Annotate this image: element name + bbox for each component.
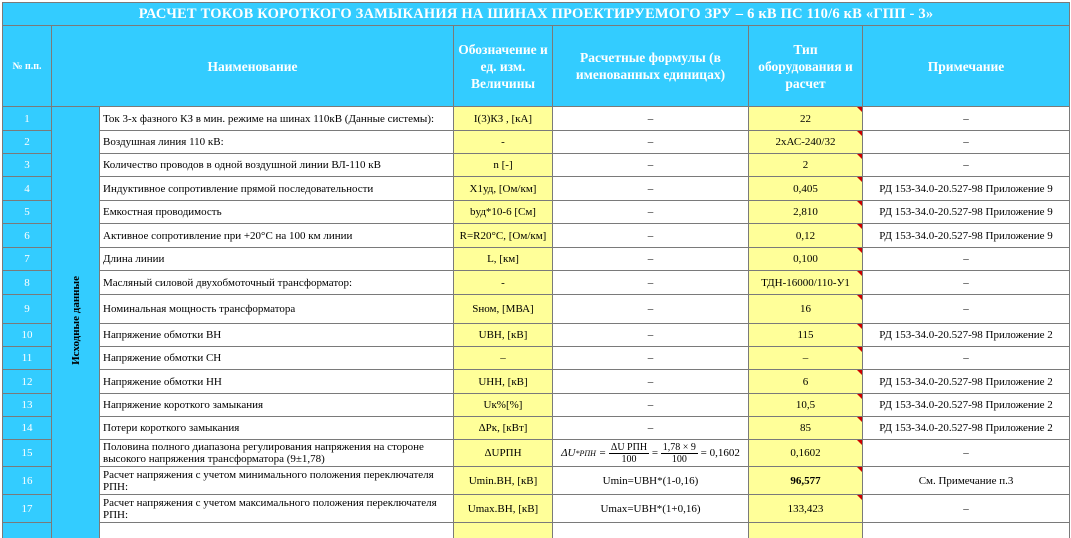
- row-number-cell[interactable]: 11: [3, 347, 52, 370]
- note-cell[interactable]: –: [863, 131, 1070, 154]
- symbol-cell[interactable]: Uк%[%]: [454, 394, 553, 417]
- type-cell[interactable]: ТДН-16000/110-У1: [749, 271, 863, 295]
- row-number-cell[interactable]: 4: [3, 177, 52, 201]
- symbol-cell[interactable]: -: [454, 271, 553, 295]
- formula-cell[interactable]: –: [553, 370, 749, 394]
- name-cell[interactable]: [100, 523, 454, 538]
- name-cell[interactable]: Напряжение обмотки ВН: [100, 324, 454, 347]
- table-row: [3, 154, 1070, 177]
- comment-marker-icon: [857, 467, 862, 472]
- section-label-cell[interactable]: [52, 107, 100, 538]
- name-cell[interactable]: Емкостная проводимость: [100, 201, 454, 224]
- row-number-cell[interactable]: 3: [3, 154, 52, 177]
- row-number-cell[interactable]: 16: [3, 467, 52, 495]
- comment-marker-icon: [857, 370, 862, 375]
- name-cell[interactable]: Расчет напряжения с учетом максимального положения переключателя РПН:: [100, 495, 454, 523]
- name-cell[interactable]: Половина полного диапазона регулирования напряжения на стороне высокого напряжения трансформатора (9±1,78): [100, 440, 454, 467]
- symbol-cell[interactable]: ΔUРПН: [454, 440, 553, 467]
- formula-lhs: ΔU*РПН =: [561, 446, 609, 459]
- note-cell[interactable]: –: [863, 107, 1070, 131]
- symbol-cell[interactable]: UНН, [кВ]: [454, 370, 553, 394]
- type-cell[interactable]: 115: [749, 324, 863, 347]
- type-cell[interactable]: 0,405: [749, 177, 863, 201]
- table-row: [3, 271, 1070, 295]
- section-label: Исходные данные: [69, 276, 82, 365]
- name-cell[interactable]: Напряжение обмотки СН: [100, 347, 454, 370]
- formula-fraction-1: $\frac{\text{ΔU РПН}}{100}$: [610, 441, 648, 465]
- name-cell[interactable]: Ток 3-х фазного КЗ в мин. режиме на шинах 110кВ (Данные системы):: [100, 107, 454, 131]
- table-row: [3, 347, 1070, 370]
- symbol-cell[interactable]: UВН, [кВ]: [454, 324, 553, 347]
- symbol-cell[interactable]: I(3)КЗ , [кА]: [454, 107, 553, 131]
- symbol-cell[interactable]: Umax.ВН, [кВ]: [454, 495, 553, 523]
- table-row: [3, 177, 1070, 201]
- table-row: [3, 224, 1070, 248]
- formula-cell[interactable]: –: [553, 177, 749, 201]
- symbol-cell[interactable]: Umin.ВН, [кВ]: [454, 467, 553, 495]
- type-cell[interactable]: 133,423: [749, 495, 863, 523]
- row-number-cell[interactable]: 13: [3, 394, 52, 417]
- comment-marker-icon: [857, 154, 862, 159]
- row-number-cell[interactable]: 7: [3, 248, 52, 271]
- row-number-cell[interactable]: 2: [3, 131, 52, 154]
- comment-marker-icon: [857, 107, 862, 112]
- calculation-table: [2, 2, 1070, 538]
- type-cell[interactable]: 2хАС-240/32: [749, 131, 863, 154]
- formula-cell[interactable]: –: [553, 417, 749, 440]
- header-symbol[interactable]: Обозначение и ед. изм. Величины: [454, 26, 553, 107]
- name-cell[interactable]: Воздушная линия 110 кВ:: [100, 131, 454, 154]
- note-cell[interactable]: РД 153-34.0-20.527-98 Приложение 2: [863, 394, 1070, 417]
- note-cell[interactable]: См. Примечание п.3: [863, 467, 1070, 495]
- table-row: [3, 495, 1070, 523]
- row-number-cell[interactable]: 15: [3, 440, 52, 467]
- header-formula[interactable]: Расчетные формулы (в именованных единицах): [553, 26, 749, 107]
- note-cell[interactable]: [863, 523, 1070, 538]
- formula-cell[interactable]: –: [553, 201, 749, 224]
- comment-marker-icon: [857, 394, 862, 399]
- note-cell[interactable]: –: [863, 248, 1070, 271]
- name-cell[interactable]: Активное сопротивление при +20°С на 100 км линии: [100, 224, 454, 248]
- type-cell[interactable]: 10,5: [749, 394, 863, 417]
- row-number-cell[interactable]: 6: [3, 224, 52, 248]
- symbol-cell[interactable]: L, [км]: [454, 248, 553, 271]
- formula-cell[interactable]: –: [553, 248, 749, 271]
- note-cell[interactable]: РД 153-34.0-20.527-98 Приложение 9: [863, 201, 1070, 224]
- type-cell[interactable]: 0,1602: [749, 440, 863, 467]
- name-cell[interactable]: Масляный силовой двухобмоточный трансформатор:: [100, 271, 454, 295]
- row-number-cell[interactable]: 14: [3, 417, 52, 440]
- note-cell[interactable]: –: [863, 271, 1070, 295]
- row-number-cell[interactable]: 1: [3, 107, 52, 131]
- symbol-cell[interactable]: -: [454, 131, 553, 154]
- row-number-cell[interactable]: 9: [3, 295, 52, 324]
- symbol-cell[interactable]: [454, 523, 553, 538]
- table-row: [3, 394, 1070, 417]
- symbol-cell[interactable]: R=R20°С, [Ом/км]: [454, 224, 553, 248]
- table-row: [3, 107, 1070, 131]
- type-cell[interactable]: 0,100: [749, 248, 863, 271]
- formula-cell[interactable]: –: [553, 271, 749, 295]
- comment-marker-icon: [857, 417, 862, 422]
- name-cell[interactable]: Индуктивное сопротивление прямой последовательности: [100, 177, 454, 201]
- type-cell[interactable]: 6: [749, 370, 863, 394]
- formula-cell[interactable]: Umin=UВН*(1-0,16): [553, 467, 749, 495]
- name-cell[interactable]: Номинальная мощность трансформатора: [100, 295, 454, 324]
- comment-marker-icon: [857, 224, 862, 229]
- table-row: [3, 131, 1070, 154]
- row-number-cell[interactable]: 17: [3, 495, 52, 523]
- note-cell[interactable]: РД 153-34.0-20.527-98 Приложение 9: [863, 177, 1070, 201]
- name-cell[interactable]: Напряжение короткого замыкания: [100, 394, 454, 417]
- comment-marker-icon: [857, 271, 862, 276]
- type-cell[interactable]: [749, 523, 863, 538]
- name-cell[interactable]: Расчет напряжения с учетом минимального положения переключателя РПН:: [100, 467, 454, 495]
- formula-cell[interactable]: [553, 523, 749, 538]
- header-name[interactable]: Наименование: [52, 26, 454, 107]
- row-number-cell[interactable]: 12: [3, 370, 52, 394]
- table-row: [3, 295, 1070, 324]
- note-cell[interactable]: РД 153-34.0-20.527-98 Приложение 2: [863, 370, 1070, 394]
- header-num[interactable]: № п.п.: [3, 26, 52, 107]
- table-row: [3, 467, 1070, 495]
- name-cell[interactable]: Длина линии: [100, 248, 454, 271]
- name-cell[interactable]: Количество проводов в одной воздушной линии ВЛ-110 кВ: [100, 154, 454, 177]
- comment-marker-icon: [857, 347, 862, 352]
- symbol-cell[interactable]: bуд*10-6 [См]: [454, 201, 553, 224]
- formula-expression: ΔU*РПН = $\frac{\text{ΔU РПН}}{100}$ = $\frac{1,78 \times 9}{100}$ = 0,1602: [561, 441, 740, 465]
- row-number-cell[interactable]: 5: [3, 201, 52, 224]
- formula-cell[interactable]: –: [553, 107, 749, 131]
- name-cell[interactable]: Потери короткого замыкания: [100, 417, 454, 440]
- table-row: [3, 417, 1070, 440]
- formula-cell[interactable]: –: [553, 394, 749, 417]
- table-row: [3, 201, 1070, 224]
- table-row: [3, 523, 1070, 538]
- symbol-cell[interactable]: Х1уд, [Ом/км]: [454, 177, 553, 201]
- type-cell[interactable]: –: [749, 347, 863, 370]
- formula-cell[interactable]: –: [553, 295, 749, 324]
- table-row: [3, 440, 1070, 467]
- row-number-cell[interactable]: 10: [3, 324, 52, 347]
- name-cell[interactable]: Напряжение обмотки НН: [100, 370, 454, 394]
- note-cell[interactable]: РД 153-34.0-20.527-98 Приложение 2: [863, 324, 1070, 347]
- header-note[interactable]: Примечание: [863, 26, 1070, 107]
- note-cell[interactable]: –: [863, 154, 1070, 177]
- comment-marker-icon: [857, 131, 862, 136]
- table-row: [3, 324, 1070, 347]
- symbol-cell[interactable]: –: [454, 347, 553, 370]
- row-number-cell[interactable]: 8: [3, 271, 52, 295]
- comment-marker-icon: [857, 201, 862, 206]
- note-cell[interactable]: –: [863, 495, 1070, 523]
- formula-cell[interactable]: –: [553, 347, 749, 370]
- header-type[interactable]: Тип оборудования и расчет: [749, 26, 863, 107]
- symbol-cell[interactable]: ΔРк, [кВт]: [454, 417, 553, 440]
- note-cell[interactable]: –: [863, 295, 1070, 324]
- comment-marker-icon: [857, 248, 862, 253]
- note-cell[interactable]: –: [863, 347, 1070, 370]
- sheet-title[interactable]: РАСЧЕТ ТОКОВ КОРОТКОГО ЗАМЫКАНИЯ НА ШИНАХ ПРОЕКТИРУЕМОГО ЗРУ – 6 кВ ПС 110/6 кВ «ГПП - 3»: [3, 3, 1070, 26]
- note-cell[interactable]: РД 153-34.0-20.527-98 Приложение 2: [863, 417, 1070, 440]
- type-cell[interactable]: 85: [749, 417, 863, 440]
- symbol-cell[interactable]: n [-]: [454, 154, 553, 177]
- table-row: [3, 370, 1070, 394]
- formula-cell[interactable]: –: [553, 224, 749, 248]
- table-row: [3, 248, 1070, 271]
- row-number-cell[interactable]: [3, 523, 52, 538]
- type-cell[interactable]: 2: [749, 154, 863, 177]
- comment-marker-icon: [857, 440, 862, 445]
- formula-cell[interactable]: –: [553, 154, 749, 177]
- type-cell[interactable]: 16: [749, 295, 863, 324]
- formula-cell[interactable]: Umax=UВН*(1+0,16): [553, 495, 749, 523]
- formula-cell[interactable]: –: [553, 131, 749, 154]
- comment-marker-icon: [857, 177, 862, 182]
- note-cell[interactable]: –: [863, 440, 1070, 467]
- comment-marker-icon: [857, 495, 862, 500]
- formula-cell[interactable]: –: [553, 324, 749, 347]
- type-cell[interactable]: 0,12: [749, 224, 863, 248]
- formula-fraction-2: $\frac{1,78 \times 9}{100}$: [662, 441, 696, 465]
- type-cell[interactable]: 2,810: [749, 201, 863, 224]
- type-cell[interactable]: 96,577: [749, 467, 863, 495]
- comment-marker-icon: [857, 295, 862, 300]
- comment-marker-icon: [857, 324, 862, 329]
- type-cell[interactable]: 22: [749, 107, 863, 131]
- symbol-cell[interactable]: Sном, [МВА]: [454, 295, 553, 324]
- note-cell[interactable]: РД 153-34.0-20.527-98 Приложение 9: [863, 224, 1070, 248]
- formula-cell[interactable]: [553, 440, 749, 467]
